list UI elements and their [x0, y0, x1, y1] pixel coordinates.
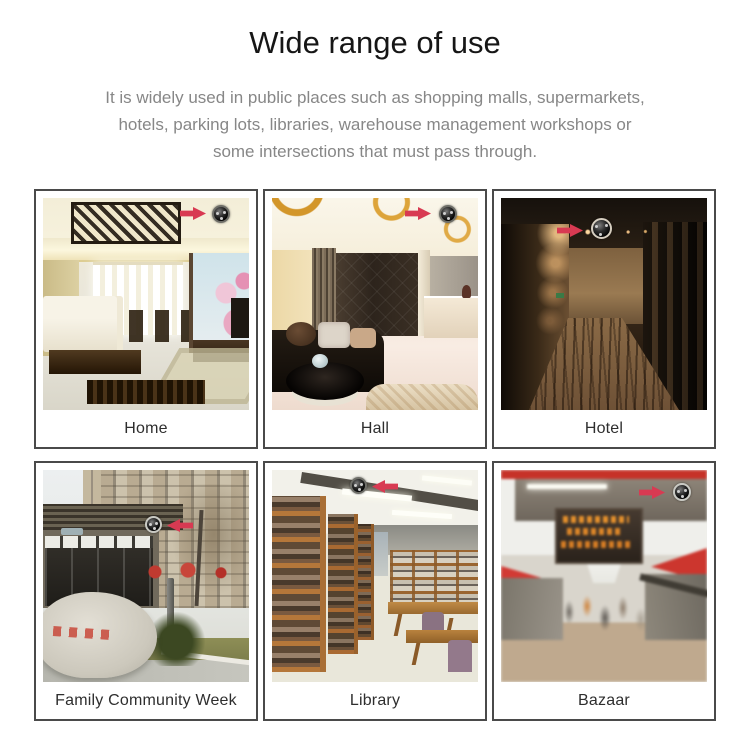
usage-caption-hall: Hall: [360, 419, 390, 437]
led-text-row: [561, 541, 631, 548]
blurred-market-scene: [501, 470, 707, 682]
usage-card-bazaar: [492, 461, 716, 721]
fluorescent-light: [392, 510, 452, 519]
ceiling-dome-sensor-icon: [350, 477, 367, 494]
description-line-2: hotels, parking lots, libraries, warehouse management workshops or: [118, 115, 632, 134]
library-photo: [272, 470, 478, 682]
red-indicator-arrow-icon: [180, 207, 206, 220]
fluorescent-light: [422, 475, 472, 485]
background-bookshelves: [390, 550, 478, 608]
tan-pillow: [350, 328, 376, 348]
red-umbrellas: [143, 562, 243, 580]
white-pillow: [318, 322, 350, 348]
hotel-photo: [501, 198, 707, 410]
ceiling-dome-sensor-icon: [145, 516, 162, 533]
corridor-end-wall: [567, 248, 643, 324]
fluorescent-tube: [527, 484, 607, 489]
led-text-row: [567, 528, 623, 535]
patterned-chaise: [366, 384, 478, 410]
usage-card-home: [34, 189, 258, 449]
ceiling-dome-sensor-icon: [673, 483, 691, 501]
page-title: Wide range of use: [249, 25, 501, 60]
front-bookshelf: [272, 496, 326, 672]
bazaar-photo: [501, 470, 707, 682]
shoppers-crowd: [549, 586, 661, 644]
exit-sign: [556, 293, 564, 298]
middle-bookshelf: [328, 514, 358, 654]
door-sign: [61, 528, 83, 535]
ceiling-dome-sensor-icon: [212, 205, 230, 223]
description-line-3: some intersections that must pass through.: [212, 142, 538, 161]
red-ceiling-strip: [501, 470, 707, 479]
white-sofa: [43, 296, 123, 352]
page-description: [0, 84, 750, 165]
ceiling-dome-sensor-icon: [439, 205, 457, 223]
upholstered-chair: [448, 640, 472, 672]
usage-card-family-community: [34, 461, 258, 721]
usage-caption-hotel: Hotel: [584, 419, 624, 437]
ceiling-lattice-panel: [71, 202, 181, 244]
usage-caption-family-community: Family Community Week: [55, 691, 237, 709]
round-coffee-table: [286, 362, 364, 400]
description-line-1: It is widely used in public places such as shopping malls, supermarkets,: [105, 88, 645, 107]
rear-bookshelf: [358, 524, 374, 640]
usage-card-hotel: [492, 189, 716, 449]
community-photo: [43, 470, 249, 682]
fishbowl: [312, 354, 328, 368]
usage-card-hall: [263, 189, 487, 449]
usage-caption-bazaar: Bazaar: [578, 691, 630, 709]
tv-screen: [231, 298, 249, 338]
reception-desk: [424, 296, 478, 338]
ceiling-dome-sensor-icon: [591, 218, 612, 239]
usage-grid: [34, 189, 716, 721]
usage-caption-library: Library: [349, 691, 401, 709]
receptionist: [462, 285, 471, 298]
wood-bench: [87, 380, 205, 404]
led-text-row: [563, 516, 629, 523]
hall-photo: [272, 198, 478, 410]
home-photo: [43, 198, 249, 410]
brown-pillow: [286, 322, 316, 346]
usage-caption-home: Home: [124, 419, 168, 437]
pavilion-roof: [43, 504, 183, 530]
usage-card-library: [263, 461, 487, 721]
coffee-table: [49, 350, 141, 374]
